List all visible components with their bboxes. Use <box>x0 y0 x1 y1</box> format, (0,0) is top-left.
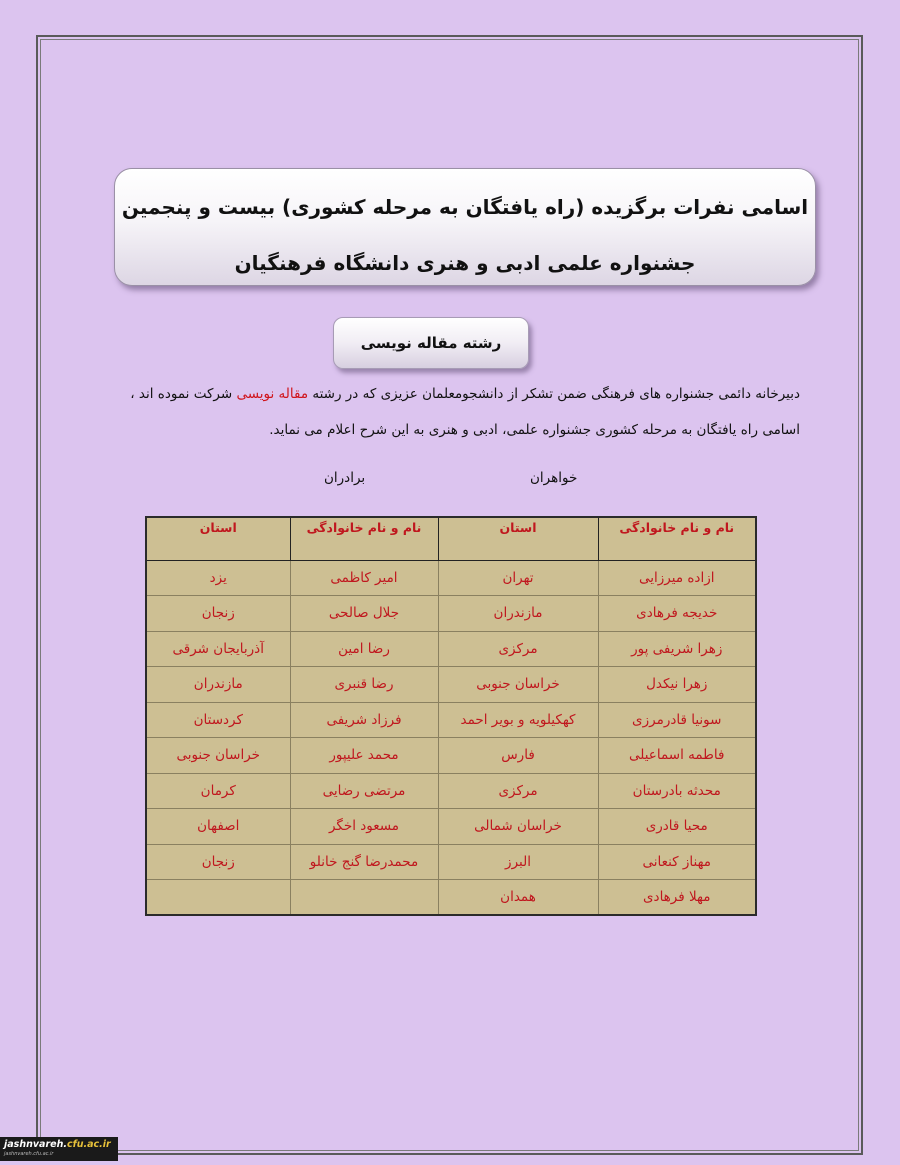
table-cell: اصفهان <box>146 809 290 845</box>
table-cell: تهران <box>438 560 598 596</box>
table-row <box>146 560 756 596</box>
winners-table <box>145 516 757 916</box>
header-brothers-province: استان <box>146 517 290 560</box>
intro-paragraph-line-2: اسامی راه یافتگان به مرحله کشوری جشنواره علمی، ادبی و هنری به این شرح اعلام می نماید. <box>269 422 800 438</box>
table-cell: مرکزی <box>438 773 598 809</box>
table-cell: مرتضی رضایی <box>290 773 438 809</box>
title-line-1: اسامی نفرات برگزیده (راه یافتگان به مرحله کشوری) بیست و پنجمین <box>121 195 809 219</box>
table-cell: آذربایجان شرقی <box>146 631 290 667</box>
table-cell: ازاده میرزایی <box>598 560 756 596</box>
table-cell: فرزاد شریفی <box>290 702 438 738</box>
table-cell: یزد <box>146 560 290 596</box>
table-cell: همدان <box>438 880 598 916</box>
table-cell: زنجان <box>146 596 290 632</box>
table-cell: رضا امین <box>290 631 438 667</box>
table-cell: مهناز کنعانی <box>598 844 756 880</box>
table-cell: کرمان <box>146 773 290 809</box>
category-title: رشته مقاله نویسی <box>333 317 529 369</box>
table-cell: مسعود اخگر <box>290 809 438 845</box>
table-cell <box>290 880 438 916</box>
table-cell: محدثه بادرستان <box>598 773 756 809</box>
table-cell: زهرا شریفی پور <box>598 631 756 667</box>
table-row <box>146 738 756 774</box>
header-sisters-name: نام و نام خانوادگی <box>598 517 756 560</box>
table-cell: فاطمه اسماعیلی <box>598 738 756 774</box>
table-row <box>146 702 756 738</box>
table-row <box>146 596 756 632</box>
table-row <box>146 667 756 703</box>
table-cell: کردستان <box>146 702 290 738</box>
table-cell: البرز <box>438 844 598 880</box>
header-brothers-name: نام و نام خانوادگی <box>290 517 438 560</box>
table-cell: زهرا نیکدل <box>598 667 756 703</box>
table-cell: خدیجه فرهادی <box>598 596 756 632</box>
table-row <box>146 773 756 809</box>
group-label-brothers: برادران <box>324 470 366 486</box>
table-cell: خراسان جنوبی <box>146 738 290 774</box>
table-cell: مرکزی <box>438 631 598 667</box>
intro-text-before: دبیرخانه دائمی جشنواره های فرهنگی ضمن تشکر از دانشجومعلمان عزیزی که در رشته <box>312 386 800 402</box>
table-cell <box>146 880 290 916</box>
table-cell: رضا قنبری <box>290 667 438 703</box>
title-box <box>114 168 816 286</box>
table-cell: محیا قادری <box>598 809 756 845</box>
table-row <box>146 844 756 880</box>
intro-highlight: مقاله نویسی <box>236 386 309 402</box>
site-logo: jashnvareh.cfu.ac.ir jashnvareh.cfu.ac.ir <box>0 1137 118 1161</box>
group-label-sisters: خواهران <box>530 470 578 486</box>
table-cell: مازندران <box>438 596 598 632</box>
table-row <box>146 631 756 667</box>
intro-paragraph-line-1 <box>100 386 800 402</box>
table-cell: محمدرضا گنج خانلو <box>290 844 438 880</box>
table-header-row <box>146 517 756 560</box>
table-cell: مازندران <box>146 667 290 703</box>
intro-text-after: شرکت نموده اند ، <box>130 386 233 402</box>
table-row <box>146 809 756 845</box>
table-cell: خراسان جنوبی <box>438 667 598 703</box>
table-cell: امیر کاظمی <box>290 560 438 596</box>
table-cell: مهلا فرهادی <box>598 880 756 916</box>
table-cell: سونیا قادرمرزی <box>598 702 756 738</box>
title-line-2: جشنواره علمی ادبی و هنری دانشگاه فرهنگیان <box>234 251 696 275</box>
table-cell: زنجان <box>146 844 290 880</box>
table-cell: محمد علیپور <box>290 738 438 774</box>
table-cell: جلال صالحی <box>290 596 438 632</box>
table-row <box>146 880 756 916</box>
table-cell: خراسان شمالی <box>438 809 598 845</box>
table-cell: فارس <box>438 738 598 774</box>
table-cell: کهکیلویه و بویر احمد <box>438 702 598 738</box>
header-sisters-province: استان <box>438 517 598 560</box>
